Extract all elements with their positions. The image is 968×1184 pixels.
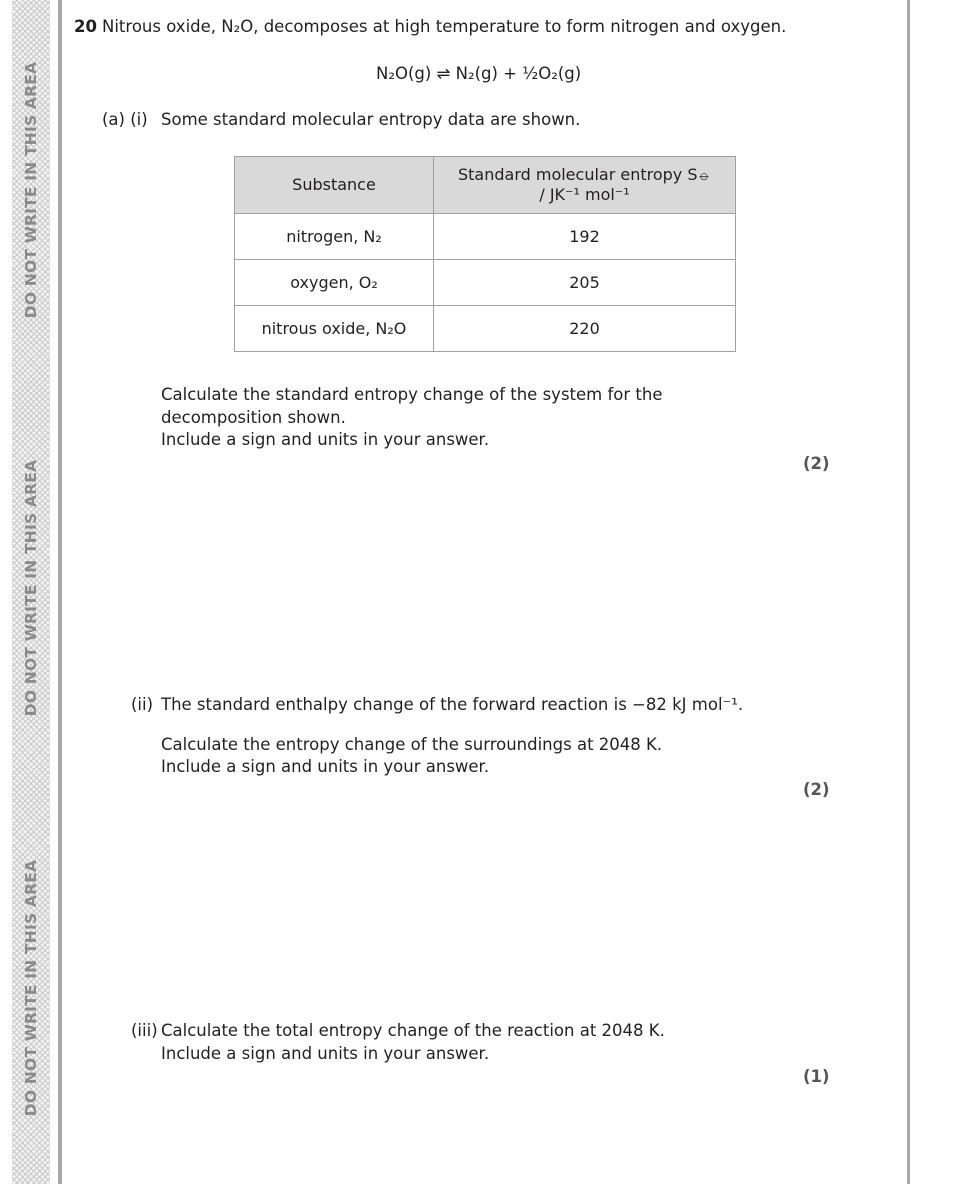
- part-label: (ii): [131, 695, 154, 714]
- entropy-table: [234, 156, 736, 352]
- part-text: Some standard molecular entropy data are shown.: [161, 110, 581, 129]
- right-margin-line: [907, 0, 910, 1184]
- reaction-equation: N₂O(g) ⇌ N₂(g) + ½O₂(g): [376, 64, 582, 83]
- marks: (2): [803, 454, 830, 473]
- substance-cell: oxygen, O₂: [235, 260, 434, 306]
- table-row: [235, 306, 736, 352]
- header-entropy-title: Standard molecular entropy S⦵: [457, 165, 711, 184]
- instruction: decomposition shown.: [161, 408, 346, 427]
- header-entropy: [434, 157, 736, 214]
- margin-warning: DO NOT WRITE IN THIS AREA: [22, 459, 40, 717]
- part-text: The standard enthalpy change of the forward reaction is −82 kJ mol⁻¹.: [161, 695, 744, 714]
- part-label: (a) (i): [102, 110, 148, 129]
- instruction: Include a sign and units in your answer.: [161, 757, 490, 776]
- value-cell: 205: [434, 260, 736, 306]
- instruction: Include a sign and units in your answer.: [161, 430, 490, 449]
- margin-warning: DO NOT WRITE IN THIS AREA: [22, 61, 40, 319]
- margin-warning: DO NOT WRITE IN THIS AREA: [22, 859, 40, 1117]
- instruction: Calculate the standard entropy change of the system for the: [161, 385, 663, 404]
- marks: (2): [803, 780, 830, 799]
- instruction: Calculate the total entropy change of the reaction at 2048 K.: [161, 1021, 665, 1040]
- table-row: [235, 260, 736, 306]
- instruction: Include a sign and units in your answer.: [161, 1044, 490, 1063]
- question-intro: Nitrous oxide, N₂O, decomposes at high temperature to form nitrogen and oxygen.: [102, 17, 787, 36]
- substance-cell: nitrogen, N₂: [235, 214, 434, 260]
- instruction: Calculate the entropy change of the surroundings at 2048 K.: [161, 735, 663, 754]
- question-number: 20: [74, 17, 97, 36]
- table-row: [235, 214, 736, 260]
- table-header-row: [235, 157, 736, 214]
- header-entropy-units: / JK⁻¹ mol⁻¹: [539, 185, 630, 204]
- value-cell: 220: [434, 306, 736, 352]
- substance-cell: nitrous oxide, N₂O: [235, 306, 434, 352]
- marks: (1): [803, 1067, 830, 1086]
- header-substance: Substance: [235, 157, 434, 214]
- value-cell: 192: [434, 214, 736, 260]
- left-margin-line: [58, 0, 62, 1184]
- part-label: (iii): [131, 1021, 158, 1040]
